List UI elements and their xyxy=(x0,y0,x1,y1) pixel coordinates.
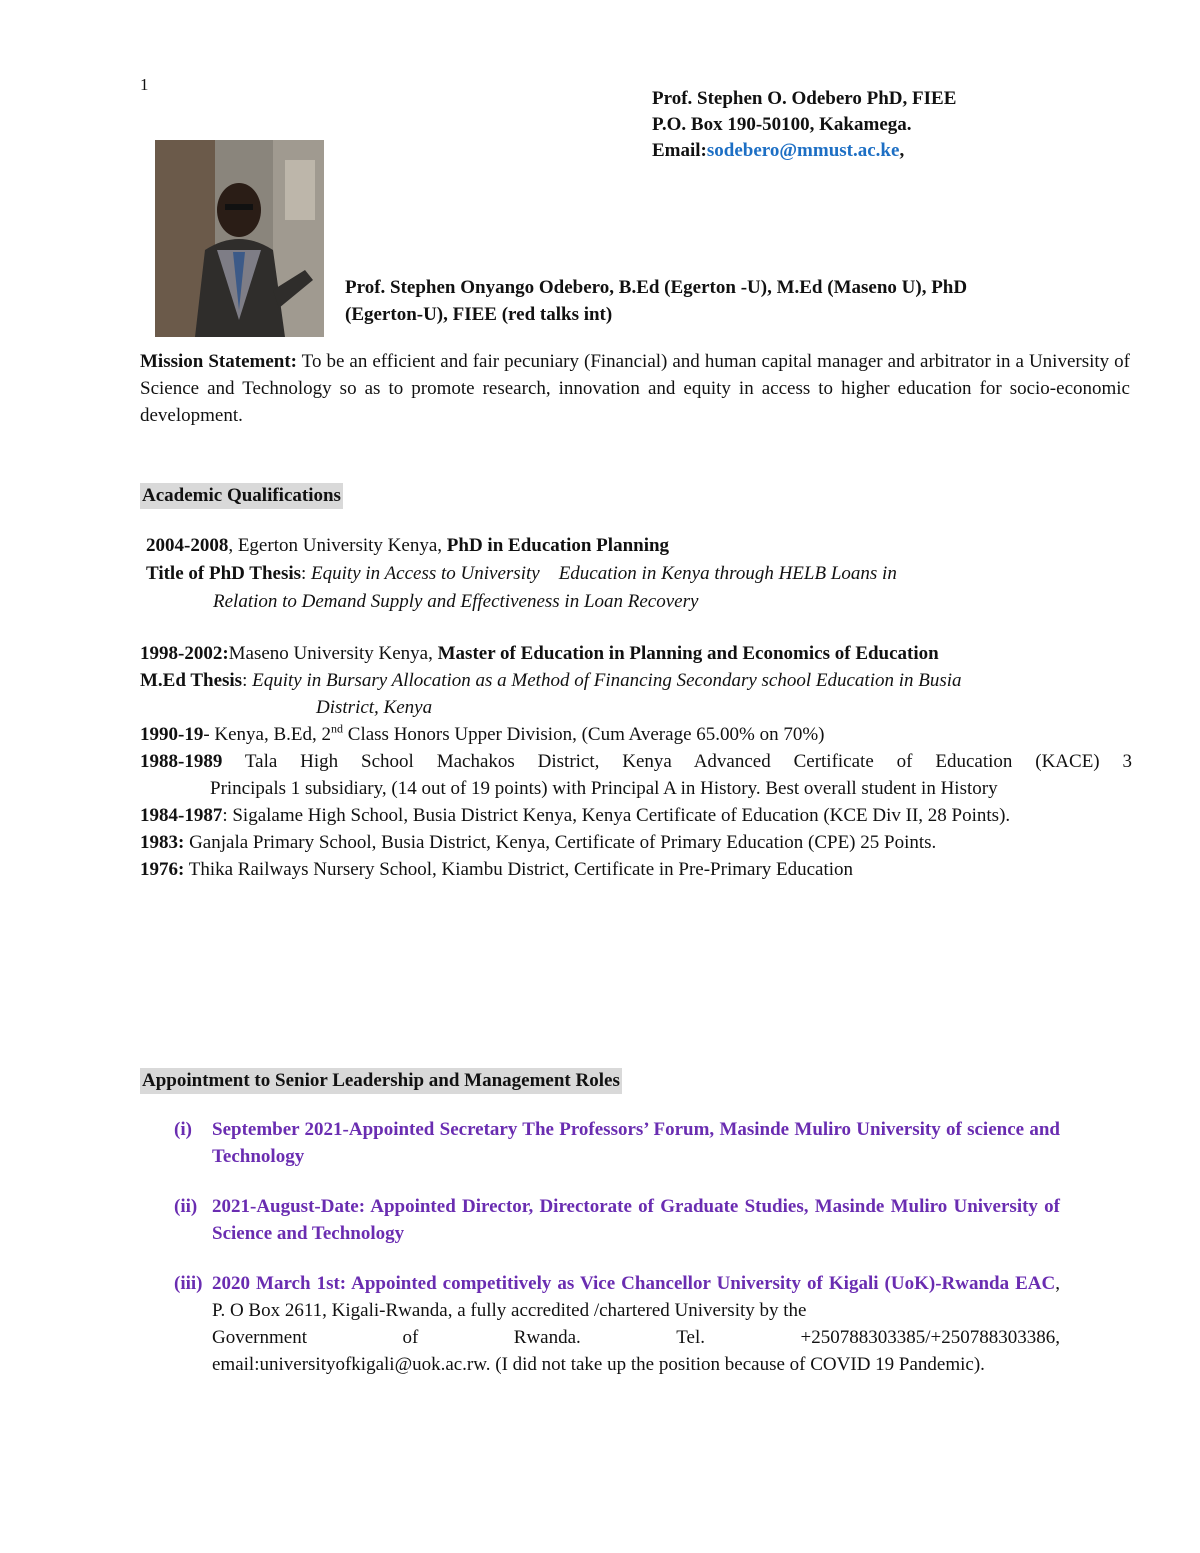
bed-text-b: Class Honors Upper Division, (Cum Average 65.00% on 70%) xyxy=(343,724,825,745)
role-text: 2021-August-Date: Appointed Director, Directorate of Graduate Studies, Masinde Muliro University of Science and Technology xyxy=(212,1196,1060,1244)
med-thesis-line xyxy=(140,667,1132,694)
qualification-phd xyxy=(146,532,1131,616)
name-line-1: Prof. Stephen Onyango Odebero, B.Ed (Egerton -U), M.Ed (Maseno U), PhD xyxy=(345,277,968,298)
mission-statement xyxy=(140,348,1130,429)
kace-text-1: Tala High School Machakos District, Kenya Advanced Certificate of Education (KACE) 3 xyxy=(222,751,1132,772)
role-item xyxy=(174,1270,1060,1378)
tel-part: of xyxy=(402,1327,419,1348)
role-text xyxy=(212,1270,1060,1378)
nursery-text: Thika Railways Nursery School, Kiambu District, Certificate in Pre-Primary Education xyxy=(184,859,854,880)
bed-text-a: - Kenya, B.Ed, 2 xyxy=(203,724,332,745)
bed-sup: nd xyxy=(331,721,344,736)
role-text-b: email:universityofkigali@uok.ac.rw. (I did not take up the position because of COVID 19 Pandemic). xyxy=(212,1354,985,1375)
phd-institution: , Egerton University Kenya, xyxy=(228,535,447,556)
kce-line xyxy=(140,802,1132,829)
cpe-text: Ganjala Primary School, Busia District, Kenya, Certificate of Primary Education (CPE) 25 Points. xyxy=(184,832,937,853)
email-link[interactable]: sodebero@mmust.ac.ke xyxy=(706,140,900,161)
qualification-list xyxy=(140,640,1132,883)
role-text: September 2021-Appointed Secretary The Professors’ Forum, Masinde Muliro University of science and Technology xyxy=(212,1119,1060,1167)
name-line-2: (Egerton-U), FIEE (red talks int) xyxy=(345,304,613,325)
phd-thesis-title-2: Relation to Demand Supply and Effectiveness in Loan Recovery xyxy=(213,591,699,612)
bed-years: 1990-19 xyxy=(140,724,204,745)
med-thesis-label: M.Ed Thesis xyxy=(140,670,243,691)
tel-part: +250788303385/+250788303386, xyxy=(800,1327,1060,1348)
nursery-years: 1976: xyxy=(140,859,185,880)
med-thesis-title-2: District, Kenya xyxy=(316,697,433,718)
tel-part: Rwanda. xyxy=(513,1327,581,1348)
phd-thesis-colon: : xyxy=(301,563,312,584)
med-thesis-colon: : xyxy=(242,670,253,691)
name-block xyxy=(345,274,1125,328)
profile-photo-illustration xyxy=(155,140,324,337)
cpe-line xyxy=(140,829,1132,856)
phd-thesis-line xyxy=(146,560,1131,588)
med-line xyxy=(140,640,1132,667)
contact-name: Prof. Stephen O. Odebero PhD, FIEE xyxy=(652,88,957,109)
email-label: Email: xyxy=(652,140,707,161)
mission-label: Mission Statement: xyxy=(140,351,297,372)
bed-line xyxy=(140,721,1132,748)
phd-degree: PhD in Education Planning xyxy=(446,535,670,556)
role-bold-text: 2020 March 1st: Appointed competitively as Vice Chancellor University of Kigali (UoK)-Rwanda EAC xyxy=(212,1273,1056,1294)
role-item xyxy=(174,1193,1060,1247)
kce-years: 1984-1987 xyxy=(140,805,223,826)
profile-photo xyxy=(155,140,324,337)
phd-thesis-line-2 xyxy=(146,588,1131,616)
cpe-years: 1983: xyxy=(140,832,185,853)
mission-text: To be an efficient and fair pecuniary (Financial) and human capital manager and arbitrator in a University of Science and Technology so as to promote research, innovation and equity in access to higher education for socio-economic development. xyxy=(140,351,1130,426)
leadership-heading: Appointment to Senior Leadership and Management Roles xyxy=(140,1068,622,1094)
email-suffix: , xyxy=(899,140,905,161)
role-number: (ii) xyxy=(174,1196,198,1217)
page-number: 1 xyxy=(140,75,149,94)
med-thesis-line-2 xyxy=(140,694,1132,721)
tel-part: Tel. xyxy=(676,1327,706,1348)
med-degree: Master of Education in Planning and Economics of Education xyxy=(437,643,939,664)
med-thesis-title-1: Equity in Bursary Allocation as a Method of Financing Secondary school Education in Busia xyxy=(252,670,962,691)
nursery-line xyxy=(140,856,1132,883)
contact-address: P.O. Box 190-50100, Kakamega. xyxy=(652,114,912,135)
kace-years: 1988-1989 xyxy=(140,751,223,772)
phd-line xyxy=(146,532,1131,560)
role-item xyxy=(174,1116,1060,1170)
kace-line xyxy=(140,748,1132,775)
phd-thesis-title-1: Equity in Access to University Education in Kenya through HELB Loans in xyxy=(311,563,897,584)
role-text-a: , P. O Box 2611, Kigali-Rwanda, a fully accredited /chartered University by the xyxy=(212,1273,1060,1321)
role-number: (i) xyxy=(174,1119,192,1140)
contact-block xyxy=(652,86,956,164)
phd-thesis-label: Title of PhD Thesis xyxy=(146,563,302,584)
contact-email-line xyxy=(652,138,956,164)
academic-qualifications-heading: Academic Qualifications xyxy=(140,483,343,509)
med-institution: Maseno University Kenya, xyxy=(228,643,438,664)
kce-text: : Sigalame High School, Busia District Kenya, Kenya Certificate of Education (KCE Div II, 28 Points). xyxy=(222,805,1011,826)
tel-part: Government xyxy=(212,1327,307,1348)
role-tel-line xyxy=(212,1324,1060,1351)
med-years: 1998-2002: xyxy=(140,643,229,664)
phd-years: 2004-2008 xyxy=(146,535,229,556)
role-number: (iii) xyxy=(174,1273,203,1294)
kace-line-2: Principals 1 subsidiary, (14 out of 19 points) with Principal A in History. Best overall student in History xyxy=(210,778,998,799)
